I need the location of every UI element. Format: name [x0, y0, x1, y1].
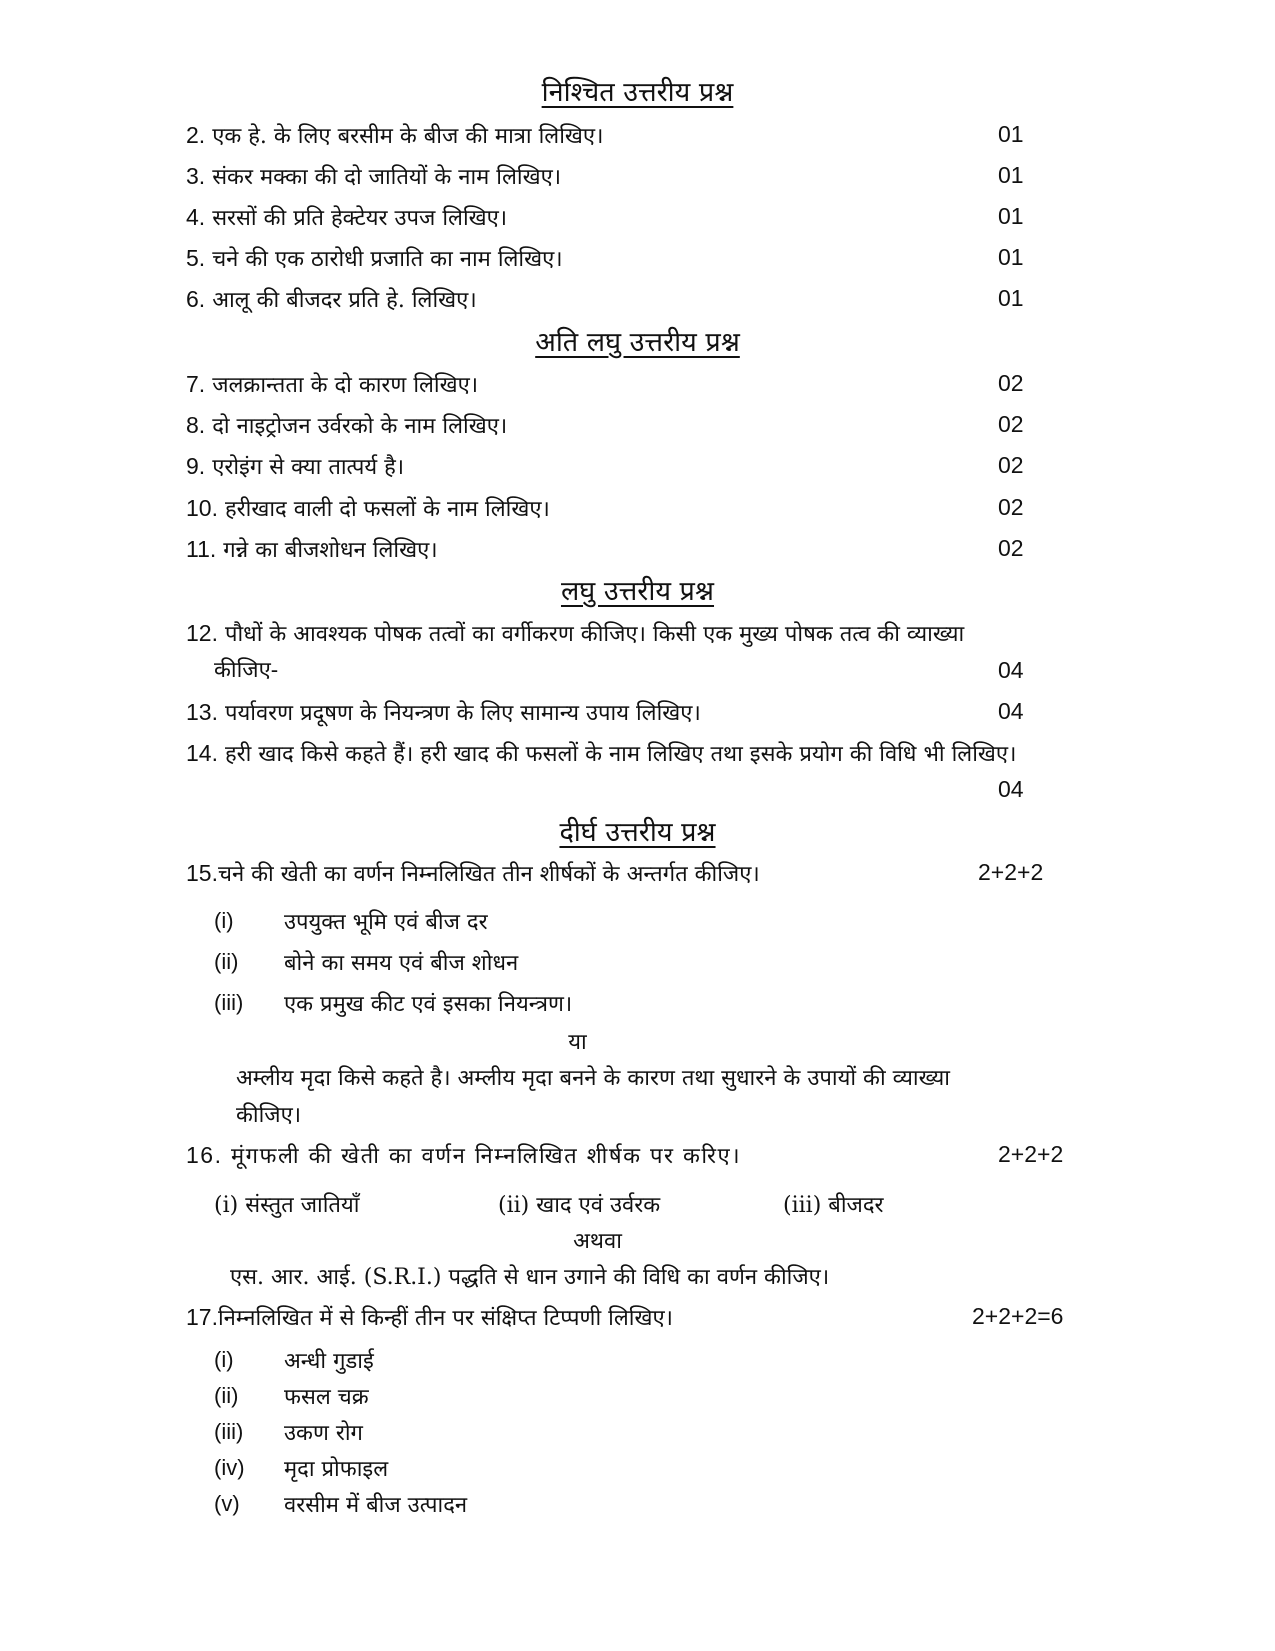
q15-sub-text-3: एक प्रमुख कीट एवं इसका नियन्त्रण।: [284, 992, 573, 1017]
question-8: 8. दो नाइट्रोजन उर्वरको के नाम लिखिए।: [186, 412, 508, 439]
q15-alternative-line-2: कीजिए।: [236, 1103, 302, 1128]
section-heading-definite-answer: निश्चित उत्तरीय प्रश्न: [541, 77, 734, 108]
q16-sub-3: (iii) बीजदर: [783, 1193, 884, 1218]
marks-4: 01: [998, 203, 1024, 229]
marks-8: 02: [998, 411, 1024, 437]
question-3: 3. संकर मक्का की दो जातियों के नाम लिखिए।: [186, 163, 562, 190]
q15-sub-text-1: उपयुक्त भूमि एवं बीज दर: [284, 910, 488, 935]
q17-sub-text-4: मृदा प्रोफाइल: [284, 1457, 389, 1482]
marks-6: 01: [998, 285, 1024, 311]
q17-sub-text-5: वरसीम में बीज उत्पादन: [284, 1493, 468, 1518]
q17-sub-label-2: (ii): [214, 1383, 239, 1408]
q17-sub-label-5: (v): [214, 1491, 240, 1516]
section-heading-long-answer: दीर्घ उत्तरीय प्रश्न: [559, 817, 716, 848]
q15-sub-label-3: (iii): [214, 990, 244, 1015]
q15-sub-label-1: (i): [214, 908, 234, 933]
question-15: 15.चने की खेती का वर्णन निम्नलिखित तीन शीर्षकों के अन्तर्गत कीजिए।: [186, 860, 760, 887]
q17-sub-label-3: (iii): [214, 1419, 244, 1444]
q17-sub-label-4: (iv): [214, 1455, 245, 1480]
q15-sub-text-2: बोने का समय एवं बीज शोधन: [284, 951, 519, 976]
marks-12: 04: [998, 657, 1024, 683]
q15-or: या: [568, 1030, 587, 1055]
question-13: 13. पर्यावरण प्रदूषण के नियन्त्रण के लिए सामान्य उपाय लिखिए।: [186, 699, 701, 726]
question-10: 10. हरीखाद वाली दो फसलों के नाम लिखिए।: [186, 495, 550, 522]
question-14: 14. हरी खाद किसे कहते हैं। हरी खाद की फसलों के नाम लिखिए तथा इसके प्रयोग की विधि भी लिखिए।: [186, 740, 1017, 767]
question-12: 12. पौधों के आवश्यक पोषक तत्वों का वर्गीकरण कीजिए। किसी एक मुख्य पोषक तत्व की व्याख्या: [186, 620, 965, 647]
marks-15: 2+2+2: [978, 859, 1044, 885]
marks-7: 02: [998, 370, 1024, 396]
marks-9: 02: [998, 452, 1024, 478]
question-2: 2. एक हे. के लिए बरसीम के बीज की मात्रा लिखिए।: [186, 122, 604, 149]
q17-sub-text-2: फसल चक्र: [284, 1385, 369, 1410]
question-11: 11. गन्ने का बीजशोधन लिखिए।: [186, 536, 438, 563]
marks-17: 2+2+2=6: [972, 1303, 1064, 1329]
marks-2: 01: [998, 121, 1024, 147]
question-6: 6. आलू की बीजदर प्रति हे. लिखिए।: [186, 286, 477, 313]
question-16: 16. मूंगफली की खेती का वर्णन निम्नलिखित शीर्षक पर करिए।: [186, 1142, 742, 1169]
marks-10: 02: [998, 494, 1024, 520]
q16-alternative: एस. आर. आई. (S.R.I.) पद्धति से धान उगाने की विधि का वर्णन कीजिए।: [230, 1265, 830, 1290]
q17-sub-text-3: उकण रोग: [284, 1421, 363, 1446]
marks-16: 2+2+2: [998, 1141, 1064, 1167]
question-17: 17.निम्नलिखित में से किन्हीं तीन पर संक्षिप्त टिप्पणी लिखिए।: [186, 1304, 673, 1331]
question-7: 7. जलक्रान्तता के दो कारण लिखिए।: [186, 371, 479, 398]
question-4: 4. सरसों की प्रति हेक्टेयर उपज लिखिए।: [186, 204, 508, 231]
q17-sub-text-1: अन्धी गुडाई: [284, 1349, 374, 1374]
q16-sub-2: (ii) खाद एवं उर्वरक: [498, 1193, 661, 1218]
question-9: 9. एरोइंग से क्या तात्पर्य है।: [186, 453, 405, 480]
marks-11: 02: [998, 535, 1024, 561]
marks-14: 04: [998, 776, 1024, 802]
section-heading-short-answer: लघु उत्तरीय प्रश्न: [560, 576, 715, 607]
q16-or: अथवा: [573, 1229, 622, 1254]
marks-5: 01: [998, 244, 1024, 270]
q15-alternative-line-1: अम्लीय मृदा किसे कहते है। अम्लीय मृदा बनने के कारण तथा सुधारने के उपायों की व्याख्या: [236, 1066, 950, 1091]
marks-3: 01: [998, 162, 1024, 188]
q16-sub-1: (i) संस्तुत जातियाँ: [214, 1193, 360, 1218]
marks-13: 04: [998, 698, 1024, 724]
q15-sub-label-2: (ii): [214, 949, 239, 974]
question-5: 5. चने की एक ठारोधी प्रजाति का नाम लिखिए।: [186, 245, 563, 272]
q17-sub-label-1: (i): [214, 1347, 234, 1372]
question-12-continued: कीजिए-: [214, 658, 279, 683]
section-heading-very-short-answer: अति लघु उत्तरीय प्रश्न: [535, 327, 740, 358]
